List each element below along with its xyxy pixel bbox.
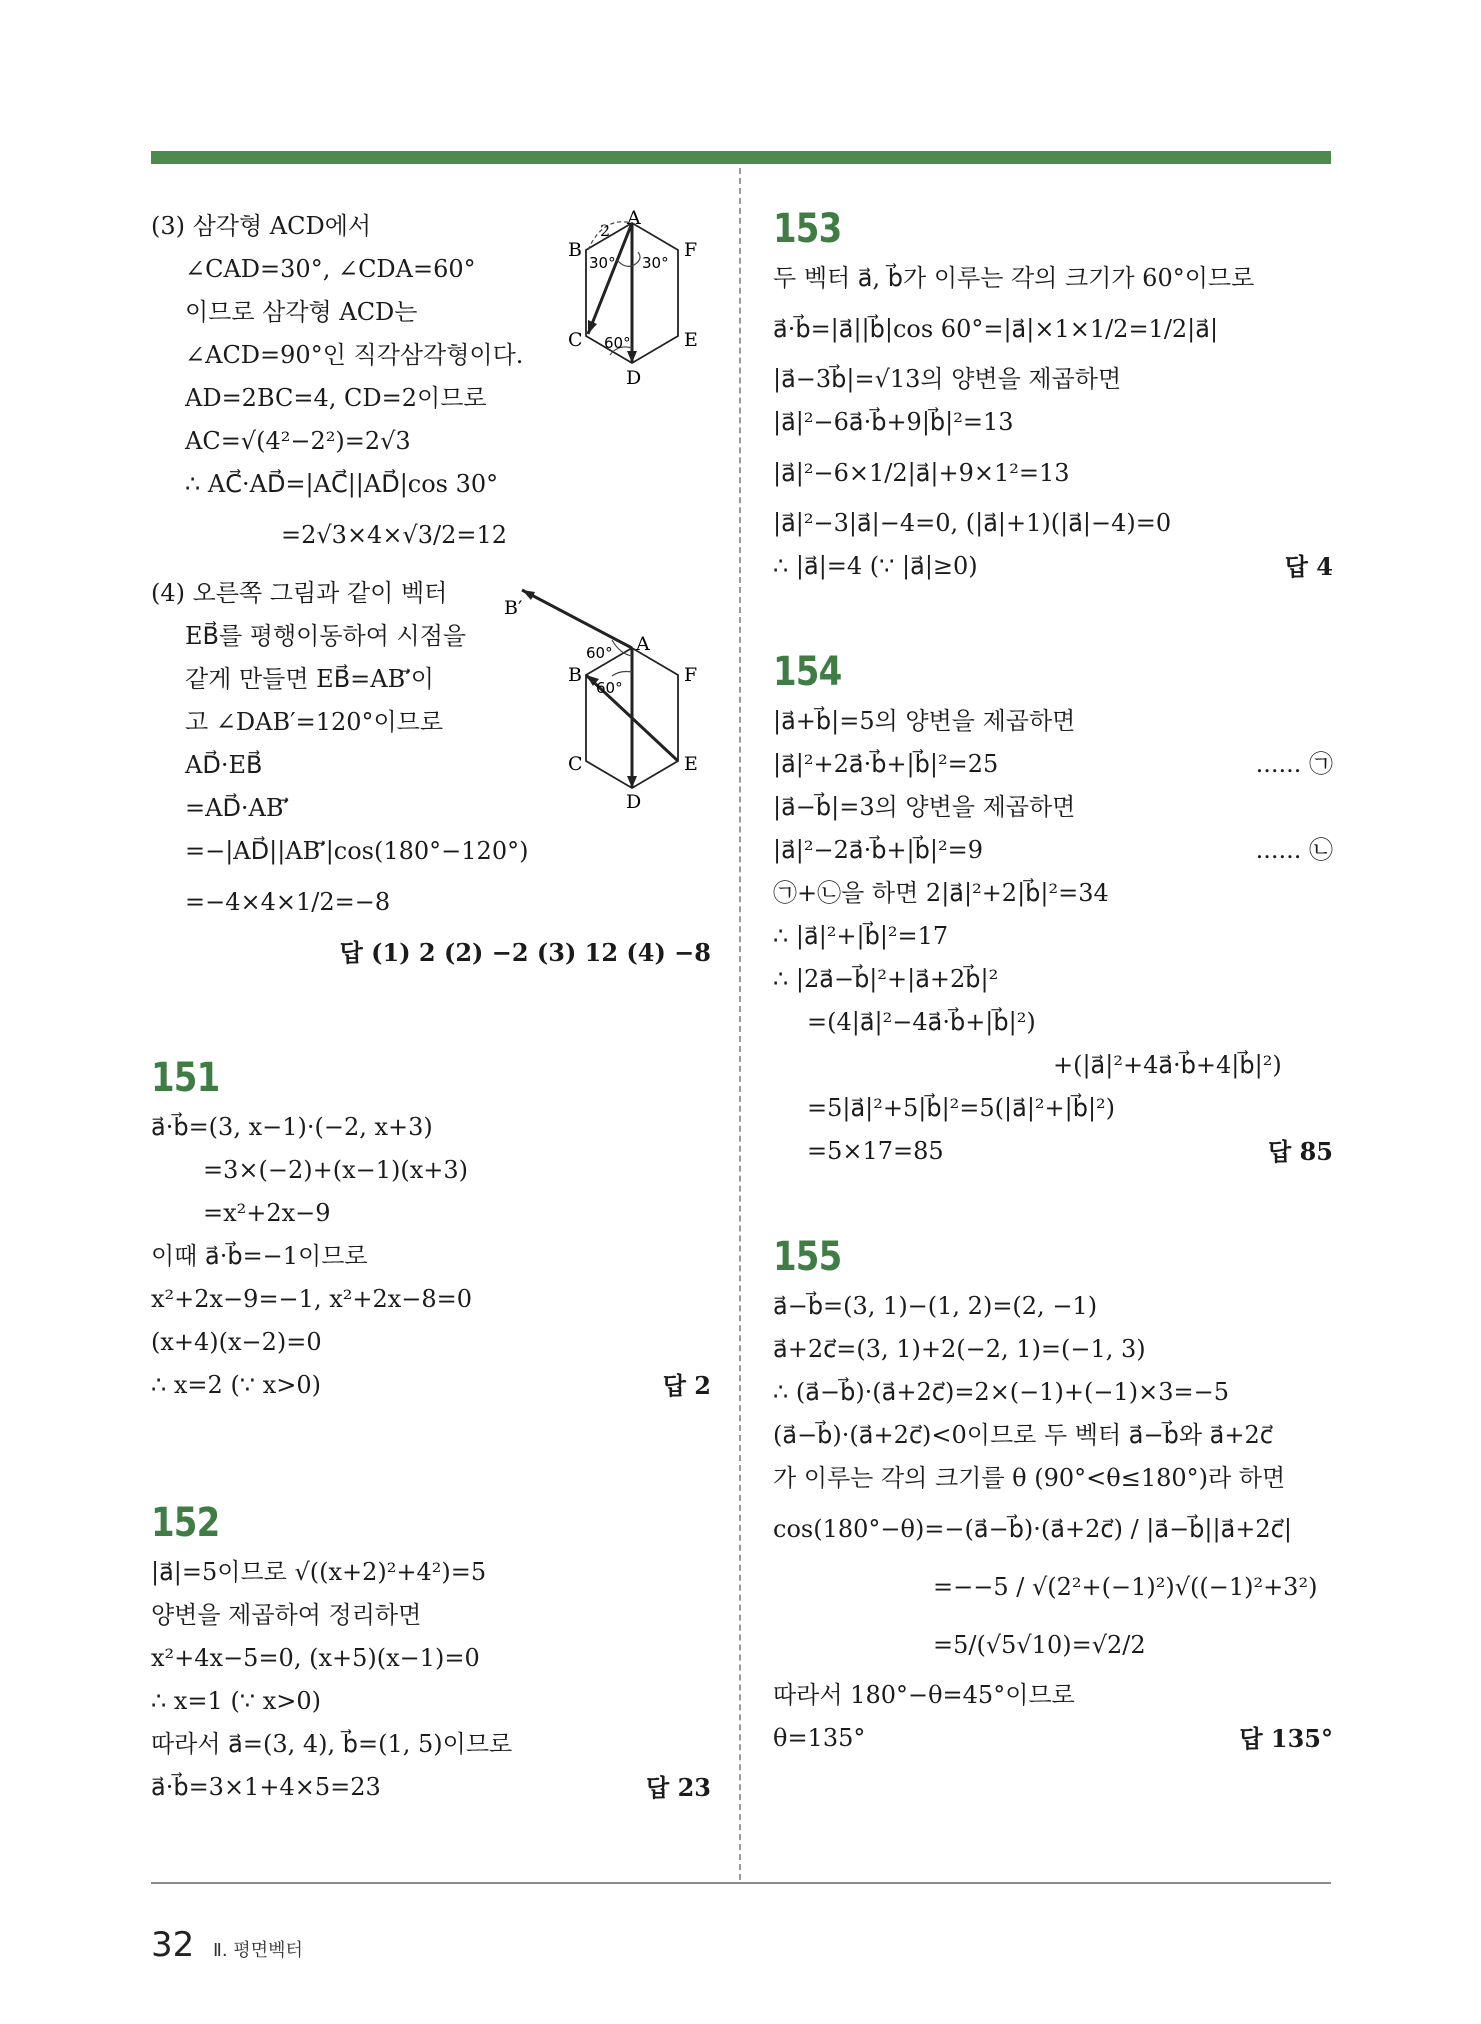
- p4-line: =−4×4×1/2=−8: [185, 888, 391, 916]
- s154-line: ㉠+㉡을 하면 2|a⃗|²+2|b⃗|²=34: [773, 879, 1109, 907]
- p4-line: 같게 만들면 EB⃗=AB′⃗이: [185, 665, 434, 693]
- fig2-label-b: B: [568, 664, 582, 686]
- s152-last-row: [151, 1766, 711, 1809]
- p4-line: EB⃗를 평행이동하여 시점을: [185, 622, 467, 650]
- s153-line: ∴ |a⃗|=4 (∵ |a⃗|≥0): [773, 552, 978, 580]
- chapter-title: Ⅱ. 평면벡터: [213, 1940, 303, 1961]
- p3-line: ∠CAD=30°, ∠CDA=60°: [185, 255, 476, 283]
- fig1-label-60: 60°: [604, 334, 631, 352]
- fig1-label-d: D: [626, 367, 642, 389]
- equation-mark-1: ...... ㉠: [1255, 750, 1333, 778]
- fig1-label-30b: 30°: [642, 254, 669, 272]
- s154-line: |a⃗|²−2a⃗·b⃗+|b⃗|²=9: [773, 836, 983, 864]
- fig2-label-c: C: [568, 753, 583, 775]
- s154-marked-row: [773, 829, 1333, 872]
- s152-line: x²+4x−5=0, (x+5)(x−1)=0: [151, 1644, 480, 1672]
- s154-line: =5×17=85: [807, 1137, 944, 1165]
- s154-line: ∴ |a⃗|²+|b⃗|²=17: [773, 922, 949, 950]
- s155-line: a⃗−b⃗=(3, 1)−(1, 2)=(2, −1): [773, 1292, 1098, 1320]
- section-title-152: 152: [151, 1500, 220, 1546]
- top-accent-bar: [151, 151, 1331, 164]
- footer-rule: [151, 1882, 1331, 1884]
- s154-last-row: [773, 1130, 1333, 1173]
- answer-153: 답 4: [1284, 552, 1333, 581]
- s154-marked-row: [773, 743, 1333, 786]
- fig1-label-e: E: [684, 329, 698, 351]
- hexagon-figure-2: [500, 580, 720, 830]
- p3-line: AD=2BC=4, CD=2이므로: [185, 384, 487, 412]
- p4-line: (4) 오른쪽 그림과 같이 벡터: [151, 579, 448, 607]
- s155-line: 가 이루는 각의 크기를 θ (90°<θ≤180°)라 하면: [773, 1464, 1286, 1492]
- p4-line: 고 ∠DAB′=120°이므로: [185, 708, 444, 736]
- answer-152: 답 23: [646, 1773, 711, 1802]
- p3-line: (3) 삼각형 ACD에서: [151, 212, 372, 240]
- p3-line: 이므로 삼각형 ACD는: [185, 298, 418, 326]
- p3-line: ∴ AC⃗·AD⃗=|AC⃗||AD⃗|cos 30°: [185, 470, 499, 498]
- s155-line: =5/(√5√10)=√2/2: [933, 1631, 1146, 1659]
- fig2-label-a: A: [636, 633, 650, 655]
- s153-line: a⃗·b⃗=|a⃗||b⃗|cos 60°=|a⃗|×1×1/2=1/2|a⃗|: [773, 315, 1219, 343]
- section-title-153: 153: [773, 206, 842, 252]
- p4-line: =−|AD⃗||AB′⃗|cos(180°−120°): [185, 837, 529, 865]
- fig1-label-f: F: [684, 239, 698, 261]
- p4-line: AD⃗·EB⃗: [185, 751, 263, 779]
- s151-line: ∴ x=2 (∵ x>0): [151, 1371, 321, 1399]
- p4-line: =AD⃗·AB′⃗: [185, 794, 289, 822]
- fig2-label-60b: 60°: [596, 679, 623, 697]
- s154-line: =(4|a⃗|²−4a⃗·b⃗+|b⃗|²): [807, 1008, 1036, 1036]
- left-column: [151, 205, 711, 1809]
- s151-line: 이때 a⃗·b⃗=−1이므로: [151, 1242, 368, 1270]
- s153-line: |a⃗|²−6×1/2|a⃗|+9×1²=13: [773, 459, 1070, 487]
- fig2-label-f: F: [684, 664, 698, 686]
- fig1-label-c: C: [568, 329, 583, 351]
- s155-line: a⃗+2c⃗=(3, 1)+2(−2, 1)=(−1, 3): [773, 1335, 1146, 1363]
- answer-151: 답 2: [662, 1371, 711, 1400]
- s154-line: |a⃗−b⃗|=3의 양변을 제곱하면: [773, 793, 1076, 821]
- s154-line: ∴ |2a⃗−b⃗|²+|a⃗+2b⃗|²: [773, 965, 999, 993]
- p3-line: AC=√(4²−2²)=2√3: [185, 427, 411, 455]
- fig1-label-2: 2: [600, 221, 611, 240]
- s151-line: (x+4)(x−2)=0: [151, 1328, 322, 1356]
- fig2-label-60a: 60°: [586, 644, 613, 662]
- s154-line: |a⃗|²+2a⃗·b⃗+|b⃗|²=25: [773, 750, 999, 778]
- fig1-label-b: B: [568, 239, 582, 261]
- s152-line: a⃗·b⃗=3×1+4×5=23: [151, 1773, 381, 1801]
- s153-line: |a⃗|²−6a⃗·b⃗+9|b⃗|²=13: [773, 408, 1014, 436]
- answer-p: 답 (1) 2 (2) −2 (3) 12 (4) −8: [339, 938, 711, 967]
- s151-last-row: [151, 1364, 711, 1407]
- s155-line: θ=135°: [773, 1724, 866, 1752]
- answer-155: 답 135°: [1239, 1724, 1333, 1753]
- s155-last-row: [773, 1717, 1333, 1760]
- s155-line: cos(180°−θ)=−(a⃗−b⃗)·(a⃗+2c⃗) / |a⃗−b⃗||a⃗+2c⃗|: [773, 1515, 1292, 1543]
- s153-line: 두 벡터 a⃗, b⃗가 이루는 각의 크기가 60°이므로: [773, 264, 1255, 292]
- fig2-label-e: E: [684, 753, 698, 775]
- s152-line: 따라서 a⃗=(3, 4), b⃗=(1, 5)이므로: [151, 1730, 513, 1758]
- page-number: 32: [151, 1925, 195, 1965]
- section-title-154: 154: [773, 649, 842, 695]
- s153-line: |a⃗−3b⃗|=√13의 양변을 제곱하면: [773, 365, 1122, 393]
- s154-line: +(|a⃗|²+4a⃗·b⃗+4|b⃗|²): [1053, 1051, 1282, 1079]
- column-divider: [739, 168, 741, 1880]
- section-title-151: 151: [151, 1055, 220, 1101]
- s155-line: (a⃗−b⃗)·(a⃗+2c⃗)<0이므로 두 벡터 a⃗−b⃗와 a⃗+2c⃗: [773, 1421, 1273, 1449]
- s152-line: ∴ x=1 (∵ x>0): [151, 1687, 321, 1715]
- fig2-label-d: D: [626, 791, 642, 813]
- hexagon-figure-1: [548, 208, 718, 398]
- p3-line: =2√3×4×√3/2=12: [281, 521, 507, 549]
- s152-line: |a⃗|=5이므로 √((x+2)²+4²)=5: [151, 1558, 487, 1586]
- s154-line: =5|a⃗|²+5|b⃗|²=5(|a⃗|²+|b⃗|²): [807, 1094, 1116, 1122]
- s153-last-row: [773, 545, 1333, 588]
- fig1-label-30a: 30°: [589, 254, 616, 272]
- s151-line: =x²+2x−9: [203, 1199, 331, 1227]
- s151-line: a⃗·b⃗=(3, x−1)·(−2, x+3): [151, 1113, 433, 1141]
- fig2-label-bprime: B′: [504, 597, 523, 619]
- s154-line: |a⃗+b⃗|=5의 양변을 제곱하면: [773, 707, 1076, 735]
- right-column: [773, 205, 1333, 1760]
- p3-line: ∠ACD=90°인 직각삼각형이다.: [185, 341, 524, 369]
- section-title-155: 155: [773, 1234, 842, 1280]
- s152-line: 양변을 제곱하여 정리하면: [151, 1601, 422, 1629]
- s155-line: 따라서 180°−θ=45°이므로: [773, 1681, 1075, 1709]
- s153-line: |a⃗|²−3|a⃗|−4=0, (|a⃗|+1)(|a⃗|−4)=0: [773, 509, 1172, 537]
- s151-line: =3×(−2)+(x−1)(x+3): [203, 1156, 468, 1184]
- equation-mark-2: ...... ㉡: [1255, 836, 1333, 864]
- fig1-label-a: A: [627, 208, 641, 229]
- answer-154: 답 85: [1268, 1137, 1333, 1166]
- s155-line: =−−5 / √(2²+(−1)²)√((−1)²+3²): [933, 1573, 1318, 1601]
- s155-line: ∴ (a⃗−b⃗)·(a⃗+2c⃗)=2×(−1)+(−1)×3=−5: [773, 1378, 1229, 1406]
- s151-line: x²+2x−9=−1, x²+2x−8=0: [151, 1285, 473, 1313]
